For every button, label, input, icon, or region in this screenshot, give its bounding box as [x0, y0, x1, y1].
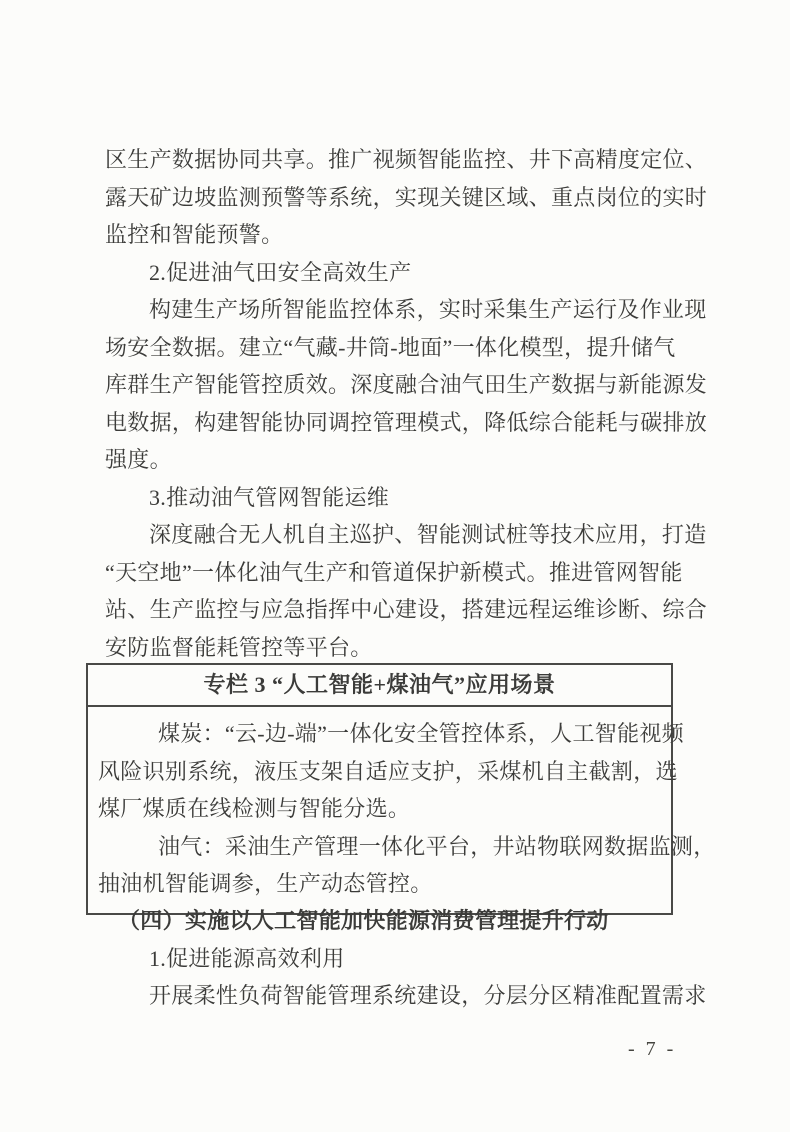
text-line: （四）实施以人工智能加快能源消费管理提升行动: [118, 908, 609, 933]
text-line: 露天矿边坡监测预警等系统，实现关键区域、重点岗位的实时: [105, 184, 708, 210]
text-line: 抽油机智能调参，生产动态管控。: [98, 871, 433, 896]
page-number: - 7 -: [628, 1038, 677, 1060]
callout-box: [86, 663, 716, 915]
text-line: 煤厂煤质在线检测与智能分选。: [98, 796, 411, 821]
text-line: 1.促进能源高效利用: [149, 945, 345, 971]
text-line: 2.促进油气田安全高效生产: [149, 259, 412, 285]
text-line: 油气：采油生产管理一体化平台，井站物联网数据监测，: [158, 833, 716, 859]
body-text-block-lower: [105, 902, 707, 1015]
text-line: 场安全数据。建立“气藏-井筒-地面”一体化模型，提升储气: [105, 334, 676, 360]
callout-box-title: 专栏 3 “人工智能+煤油气”应用场景: [88, 665, 671, 707]
body-text-block-upper: [105, 141, 707, 666]
text-line: 站、生产监控与应急指挥中心建设，搭建远程运维诊断、综合: [105, 597, 708, 622]
text-line: 库群生产智能管控质效。深度融合油气田生产数据与新能源发: [105, 372, 708, 397]
callout-box-content: [88, 707, 716, 913]
text-line: 风险识别系统，液压支架自适应支护，采煤机自主截割，选: [98, 758, 678, 784]
text-line: 电数据，构建智能协同调控管理模式，降低综合能耗与碳排放: [105, 409, 708, 435]
text-line: 强度。: [105, 447, 172, 472]
text-line: 监控和智能预警。: [105, 222, 284, 247]
text-line: 构建生产场所智能监控体系，实时采集生产运行及作业现: [149, 297, 707, 322]
text-line: 区生产数据协同共享。推广视频智能监控、井下高精度定位、: [105, 147, 708, 172]
text-line: 开展柔性负荷智能管理系统建设，分层分区精准配置需求: [149, 983, 707, 1008]
text-line: 安防监督能耗管控等平台。: [105, 634, 373, 660]
text-line: “天空地”一体化油气生产和管道保护新模式。推进管网智能: [105, 559, 683, 585]
text-line: 3.推动油气管网智能运维: [149, 484, 390, 510]
text-line: 深度融合无人机自主巡护、智能测试桩等技术应用，打造: [149, 522, 707, 547]
text-line: 煤炭：“云-边-端”一体化安全管控体系，人工智能视频: [158, 721, 684, 746]
